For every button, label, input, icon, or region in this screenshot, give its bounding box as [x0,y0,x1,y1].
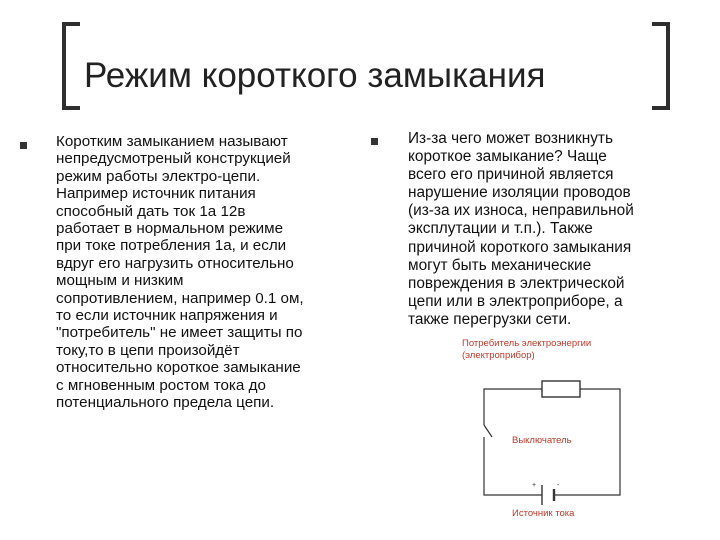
title-bracket-right [652,22,670,110]
left-line: относительно короткое замыкание [56,359,301,377]
right-line: всего его причиной является [408,166,614,184]
left-line: потенциального предела цепи. [56,394,275,412]
left-line: режим работы электро-цепи. [56,167,261,185]
switch-label: Выключатель [512,435,572,446]
battery-plus-sign: + [532,482,537,489]
left-line: вдруг его нагрузить относительно [56,254,294,272]
left-line: сопротивлением, например 0.1 ом, [56,289,304,307]
right-line: Из-за чего может возникнуть [408,130,613,147]
bullet-right [371,138,378,145]
left-line: току,то в цепи произойдёт [56,341,240,359]
slide-title: Режим короткого замыкания [84,56,546,95]
right-line: эксплутации и т.п.). Также [408,220,593,238]
left-line: при токе потребления 1а, и если [56,237,287,255]
circuit-diagram [460,335,630,520]
right-line: нарушение изоляции проводов [408,184,631,202]
left-line: с мгновенным ростом тока до [56,376,266,394]
battery-minus-sign: - [557,482,560,489]
right-line: причиной короткого замыкания [408,238,632,256]
right-line: повреждения в электрической [408,274,625,292]
left-line: мощным и низким [56,272,184,290]
right-paragraph [408,130,683,329]
source-label: Источник тока [512,508,575,519]
left-line: работает в нормальном режиме [56,220,284,238]
consumer-resistor [542,381,580,397]
left-paragraph [56,133,356,412]
left-line: Коротким замыканием называют [56,133,288,150]
consumer-label: Потребитель электроэнергии [462,338,592,349]
bullet-left [20,142,27,149]
right-line: (из-за их износа, неправильной [408,202,634,220]
left-line: способный дать ток 1а 12в [56,202,246,220]
left-line: "потребитель" не имеет защиты по [56,324,303,342]
title-bracket-left [62,22,80,110]
right-line: могут быть механические [408,256,592,274]
left-line: Например источник питания [56,185,256,203]
right-line: короткое замыкание? Чаще [408,148,607,166]
right-line: цепи или в электроприборе, а [408,292,623,310]
left-line: то если источник напряжения и [56,307,278,325]
right-line: также перегрузки сети. [408,310,572,328]
consumer-sublabel: (электроприбор) [462,350,535,361]
left-line: непредусмотреный конструкцией [56,150,291,168]
